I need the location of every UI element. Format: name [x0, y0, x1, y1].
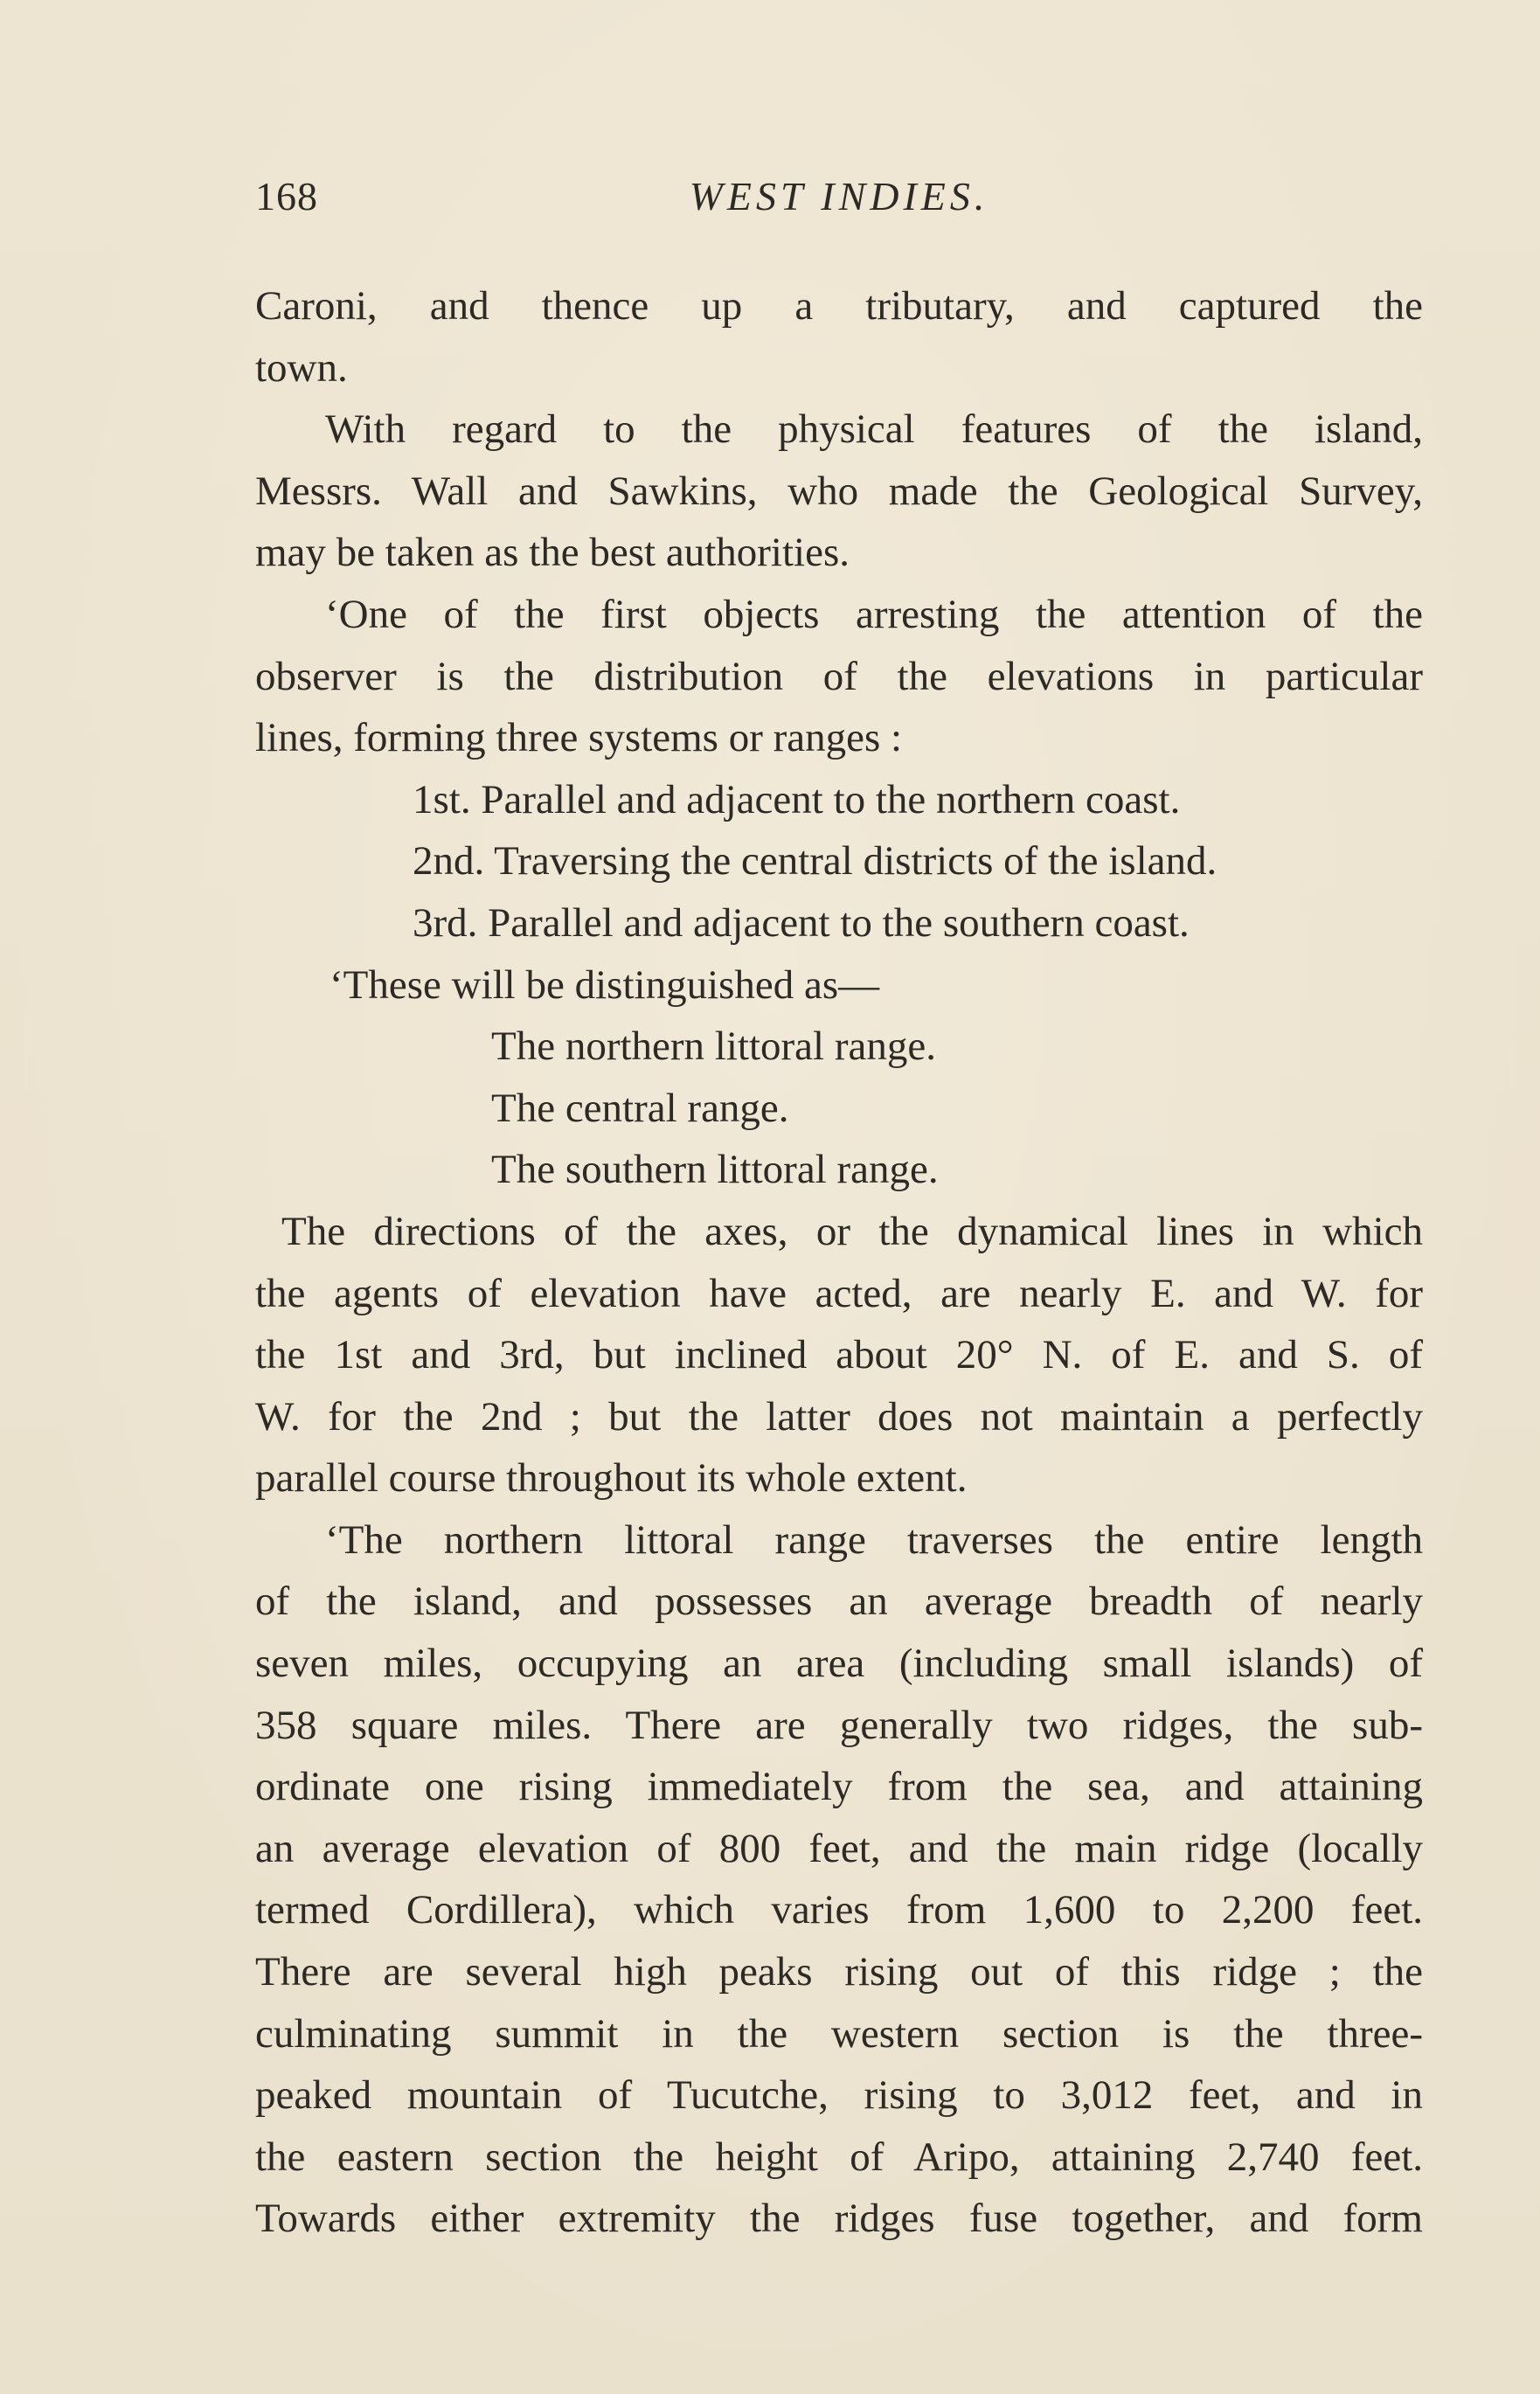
text-line: an average elevation of 800 feet, and the main ridge (locally	[255, 1825, 1423, 1871]
text-line: ‘The northern littoral range traverses the entire length	[325, 1516, 1423, 1563]
text-line: The directions of the axes, or the dynamical lines in which	[281, 1208, 1423, 1254]
text-line: of the island, and possesses an average breadth of nearly	[255, 1579, 1423, 1625]
page-header	[255, 173, 1423, 226]
list-item: The southern littoral range.	[491, 1147, 939, 1193]
text-line: parallel course throughout its whole extent.	[255, 1455, 968, 1502]
text-line: Caroni, and thence up a tributary, and captured the	[255, 283, 1423, 329]
text-line: lines, forming three systems or ranges :	[255, 715, 903, 761]
text-line: the eastern section the height of Aripo, attaining 2,740 feet.	[255, 2134, 1423, 2180]
text-line: seven miles, occupying an area (including small islands) of	[255, 1641, 1423, 1687]
text-line: town.	[255, 344, 348, 391]
list-item: The northern littoral range.	[491, 1024, 936, 1070]
text-line: culminating summit in the western section is the three-	[255, 2010, 1423, 2057]
text-line: ‘One of the first objects arresting the attention of the	[325, 591, 1423, 637]
text-line: 358 square miles. There are generally two ridges, the sub-	[255, 1702, 1423, 1748]
list-item: The central range.	[491, 1085, 789, 1131]
list-item: 3rd. Parallel and adjacent to the southern coast.	[413, 899, 1190, 946]
text-line: Messrs. Wall and Sawkins, who made the Geological Survey,	[255, 468, 1423, 514]
text-line: W. for the 2nd ; but the latter does not maintain a perfectly	[255, 1393, 1423, 1440]
text-line: peaked mountain of Tucutche, rising to 3,012 feet, and in	[255, 2072, 1423, 2119]
text-line: the 1st and 3rd, but inclined about 20° N. of E. and S. of	[255, 1332, 1423, 1378]
text-line: observer is the distribution of the elevations in particular	[255, 653, 1423, 699]
text-line: ‘These will be distinguished as—	[330, 961, 880, 1008]
text-line: There are several high peaks rising out of this ridge ; the	[255, 1949, 1423, 1995]
running-title: WEST INDIES.	[689, 174, 989, 219]
text-line: ordinate one rising immediately from the sea, and attaining	[255, 1764, 1423, 1810]
text-line: termed Cordillera), which varies from 1,600 to 2,200 feet.	[255, 1887, 1423, 1933]
list-item: 2nd. Traversing the central districts of the island.	[413, 838, 1217, 885]
text-line: the agents of elevation have acted, are nearly E. and W. for	[255, 1270, 1423, 1316]
body-text	[255, 275, 1423, 2250]
text-line: Towards either extremity the ridges fuse together, and form	[255, 2196, 1423, 2242]
text-line: With regard to the physical features of the island,	[325, 406, 1423, 453]
text-line: may be taken as the best authorities.	[255, 530, 850, 576]
page-number: 168	[255, 174, 318, 219]
list-item: 1st. Parallel and adjacent to the northern coast.	[413, 776, 1181, 822]
